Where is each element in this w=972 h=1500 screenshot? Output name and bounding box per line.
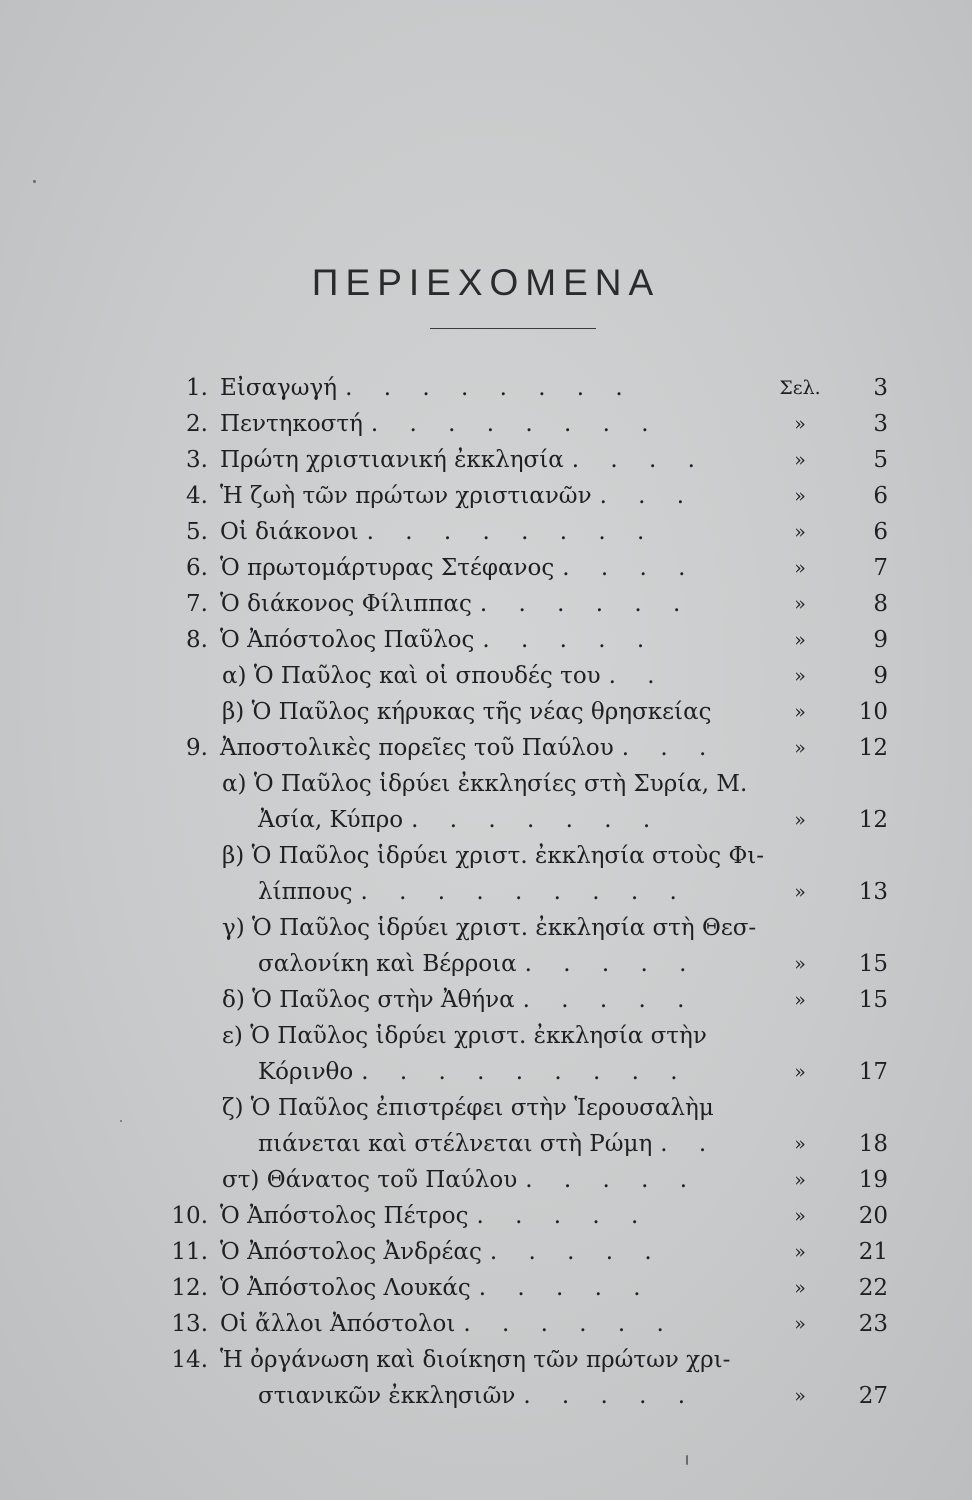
toc-entry [0, 442, 972, 478]
page-number: 18 [858, 1131, 888, 1157]
leader-dots: . . . [621, 735, 719, 761]
ditto-mark: » [794, 449, 806, 471]
toc-entry [0, 802, 972, 838]
leader-dots [707, 1023, 715, 1049]
entry-number: 7. [186, 591, 208, 617]
page-number: 7 [873, 555, 888, 581]
leader-dots [730, 1347, 738, 1373]
leader-dots: . . . . . [478, 1275, 653, 1301]
page-number: 15 [858, 951, 888, 977]
print-speck [33, 180, 36, 183]
table-of-contents [0, 370, 972, 1414]
page-number: 9 [873, 663, 888, 689]
page-number: 3 [873, 411, 888, 437]
entry-title [220, 586, 692, 622]
entry-title-text: Ἀσία, Κύπρο [258, 807, 404, 833]
ditto-mark: » [794, 593, 806, 615]
toc-entry [0, 1018, 972, 1054]
entry-title [222, 838, 772, 874]
toc-entry [0, 1090, 972, 1126]
ditto-mark: » [794, 737, 806, 759]
leader-dots: . . . . . [525, 1167, 700, 1193]
entry-title [220, 1198, 650, 1234]
entry-title-text: β) Ὁ Παῦλος κήρυκας τῆς νέας θρησκείας [222, 699, 712, 725]
leader-dots: . . . . . [489, 1239, 664, 1265]
entry-title [222, 1090, 722, 1126]
entry-title-text: Κόρινθο [258, 1059, 354, 1085]
toc-entry [0, 406, 972, 442]
leader-dots: . . . . . [523, 1383, 698, 1409]
leader-dots [756, 915, 764, 941]
toc-entry [0, 1198, 972, 1234]
page-number: 23 [858, 1311, 888, 1337]
page-number: 12 [858, 807, 888, 833]
toc-entry [0, 1378, 972, 1414]
leader-dots: . . . . . [482, 627, 657, 653]
ditto-mark: » [794, 1169, 806, 1191]
entry-title-text: Εἰσαγωγή [220, 375, 338, 401]
toc-entry [0, 1234, 972, 1270]
ditto-mark: » [794, 1385, 806, 1407]
ditto-mark: » [794, 881, 806, 903]
entry-title-text: Ὁ Ἀπόστολος Ἀνδρέας [220, 1239, 482, 1265]
entry-number: 6. [186, 555, 208, 581]
entry-number: 9. [186, 735, 208, 761]
ditto-mark: » [794, 1241, 806, 1263]
leader-dots: . . . . . . . . . [361, 1059, 690, 1085]
toc-entry [0, 586, 972, 622]
page-number: 21 [858, 1239, 888, 1265]
entry-title [220, 730, 718, 766]
leader-dots: . . . . . [522, 987, 697, 1013]
leader-dots: . . . . . . . [411, 807, 663, 833]
entry-title [222, 1018, 715, 1054]
print-speck [120, 1120, 122, 1122]
entry-title [220, 478, 696, 514]
leader-dots: . . . . [562, 555, 698, 581]
entry-title-text: πιάνεται καὶ στέλνεται στὴ Ρώμη [258, 1131, 653, 1157]
entry-title [258, 802, 662, 838]
ditto-mark: » [794, 557, 806, 579]
leader-dots [712, 699, 720, 725]
entry-title-text: Οἱ ἄλλοι Ἀπόστολοι [220, 1311, 456, 1337]
ditto-mark: » [794, 1277, 806, 1299]
toc-entry [0, 910, 972, 946]
page-number: 20 [858, 1203, 888, 1229]
ditto-mark: » [794, 1313, 806, 1335]
entry-number: 2. [186, 411, 208, 437]
entry-title-text: Ὁ διάκονος Φίλιππας [220, 591, 472, 617]
leader-dots: . . . . . . . . . [360, 879, 689, 905]
leader-dots: . . [608, 663, 667, 689]
entry-title-text: στιανικῶν ἐκκλησιῶν [258, 1383, 516, 1409]
entry-title [258, 946, 698, 982]
entry-title-text: β) Ὁ Παῦλος ἱδρύει χριστ. ἐκκλησία στοὺς Φι- [222, 843, 765, 869]
toc-entry [0, 1270, 972, 1306]
toc-entry [0, 550, 972, 586]
entry-number: 12. [171, 1275, 208, 1301]
entry-title [258, 1054, 690, 1090]
entry-title [220, 370, 635, 406]
leader-dots: . . . . . [524, 951, 699, 977]
entry-title [220, 1234, 664, 1270]
leader-dots: . . . . . . . . [366, 519, 657, 545]
ditto-mark: » [794, 413, 806, 435]
ditto-mark: » [794, 485, 806, 507]
entry-title [258, 1126, 718, 1162]
entry-title-text: δ) Ὁ Παῦλος στὴν Ἀθήνα [222, 987, 515, 1013]
leader-dots: . . . . . . . . [345, 375, 635, 401]
ditto-mark: » [794, 809, 806, 831]
toc-entry [0, 1342, 972, 1378]
entry-title [220, 1270, 653, 1306]
entry-title-text: Οἱ διάκονοι [220, 519, 359, 545]
ditto-mark: » [794, 1061, 806, 1083]
leader-dots: . . . . . . . . [370, 411, 661, 437]
page-number: 9 [873, 627, 888, 653]
page-number: 19 [858, 1167, 888, 1193]
page-number: 8 [873, 591, 888, 617]
toc-entry [0, 1162, 972, 1198]
entry-title-text: α) Ὁ Παῦλος καὶ οἱ σπουδές του [222, 663, 601, 689]
ditto-mark: » [794, 521, 806, 543]
entry-title-text: Πεντηκοστή [220, 411, 363, 437]
toc-entry [0, 1306, 972, 1342]
entry-number: 14. [171, 1347, 208, 1373]
title-rule [430, 328, 596, 329]
entry-title-text: Ἀποστολικὲς πορεῖες τοῦ Παύλου [220, 735, 614, 761]
entry-title [222, 910, 764, 946]
toc-entry [0, 874, 972, 910]
entry-title-text: Ἡ ὀργάνωση καὶ διοίκηση τῶν πρώτων χρι- [220, 1347, 731, 1373]
toc-entry [0, 622, 972, 658]
entry-number: 8. [186, 627, 208, 653]
leader-dots: . . . . . [476, 1203, 651, 1229]
ditto-mark: » [794, 629, 806, 651]
entry-title [220, 622, 656, 658]
entry-number: 3. [186, 447, 208, 473]
entry-title-text: Ὁ πρωτομάρτυρας Στέφανος [220, 555, 555, 581]
entry-title-text: ε) Ὁ Παῦλος ἱδρύει χριστ. ἐκκλησία στὴν [222, 1023, 707, 1049]
ditto-mark: » [794, 989, 806, 1011]
toc-entry [0, 1054, 972, 1090]
ditto-mark: » [794, 665, 806, 687]
page-number: 17 [858, 1059, 888, 1085]
leader-dots: . . . . [571, 447, 707, 473]
page-number: 6 [873, 519, 888, 545]
page-number: 3 [873, 375, 888, 401]
toc-entry [0, 766, 972, 802]
entry-title [220, 406, 661, 442]
entry-title-text: Ὁ Ἀπόστολος Πέτρος [220, 1203, 469, 1229]
toc-entry [0, 514, 972, 550]
entry-title [222, 694, 720, 730]
entry-number: 5. [186, 519, 208, 545]
toc-entry [0, 658, 972, 694]
toc-entry [0, 946, 972, 982]
entry-title-text: Ὁ Ἀπόστολος Λουκάς [220, 1275, 471, 1301]
entry-title-text: ζ) Ὁ Παῦλος ἐπιστρέφει στὴν Ἱερουσαλὴμ [222, 1095, 714, 1121]
entry-title-text: Ὁ Ἀπόστολος Παῦλος [220, 627, 475, 653]
print-speck [686, 1455, 688, 1465]
toc-entry [0, 838, 972, 874]
entry-number: 10. [171, 1203, 208, 1229]
toc-entry [0, 694, 972, 730]
page-number: 12 [858, 735, 888, 761]
page-number: 5 [873, 447, 888, 473]
leader-dots: . . [660, 1131, 719, 1157]
entry-title [222, 658, 667, 694]
page-number: 6 [873, 483, 888, 509]
page-title: ΠΕΡΙΕΧΟΜΕΝΑ [311, 262, 661, 303]
page-number: 10 [858, 699, 888, 725]
entry-title-text: λίππους [258, 879, 353, 905]
entry-number: 4. [186, 483, 208, 509]
ditto-mark: » [794, 1133, 806, 1155]
ditto-mark: Σελ. [779, 377, 821, 399]
entry-number: 1. [186, 375, 208, 401]
toc-entry [0, 1126, 972, 1162]
entry-title-text: α) Ὁ Παῦλος ἱδρύει ἐκκλησίες στὴ Συρία, Μ. [222, 771, 748, 797]
entry-title [222, 1162, 699, 1198]
leader-dots: . . . . . . [479, 591, 693, 617]
leader-dots: . . . . . . [463, 1311, 676, 1337]
entry-title [220, 442, 707, 478]
ditto-mark: » [794, 701, 806, 723]
page-number: 15 [858, 987, 888, 1013]
entry-title-text: στ) Θάνατος τοῦ Παύλου [222, 1167, 518, 1193]
entry-title [258, 1378, 697, 1414]
toc-entry [0, 478, 972, 514]
page-number: 27 [858, 1383, 888, 1409]
entry-title-text: γ) Ὁ Παῦλος ἱδρύει χριστ. ἐκκλησία στὴ Θεσ- [222, 915, 757, 941]
entry-title-text: Πρώτη χριστιανική ἐκκλησία [220, 447, 564, 473]
entry-title-text: Ἡ ζωὴ τῶν πρώτων χριστιανῶν [220, 483, 592, 509]
leader-dots [764, 843, 772, 869]
toc-entry [0, 370, 972, 406]
entry-title [222, 766, 755, 802]
ditto-mark: » [794, 953, 806, 975]
page-number: 13 [858, 879, 888, 905]
entry-title [220, 1342, 738, 1378]
toc-entry [0, 982, 972, 1018]
leader-dots [714, 1095, 722, 1121]
entry-number: 11. [171, 1239, 208, 1265]
entry-title [220, 514, 656, 550]
leader-dots [747, 771, 755, 797]
toc-entry [0, 730, 972, 766]
entry-title [222, 982, 696, 1018]
entry-title [258, 874, 689, 910]
entry-title [220, 1306, 676, 1342]
entry-title [220, 550, 697, 586]
leader-dots: . . . [599, 483, 697, 509]
entry-title-text: σαλονίκη καὶ Βέρροια [258, 951, 517, 977]
page-number: 22 [858, 1275, 888, 1301]
entry-number: 13. [171, 1311, 208, 1337]
ditto-mark: » [794, 1205, 806, 1227]
